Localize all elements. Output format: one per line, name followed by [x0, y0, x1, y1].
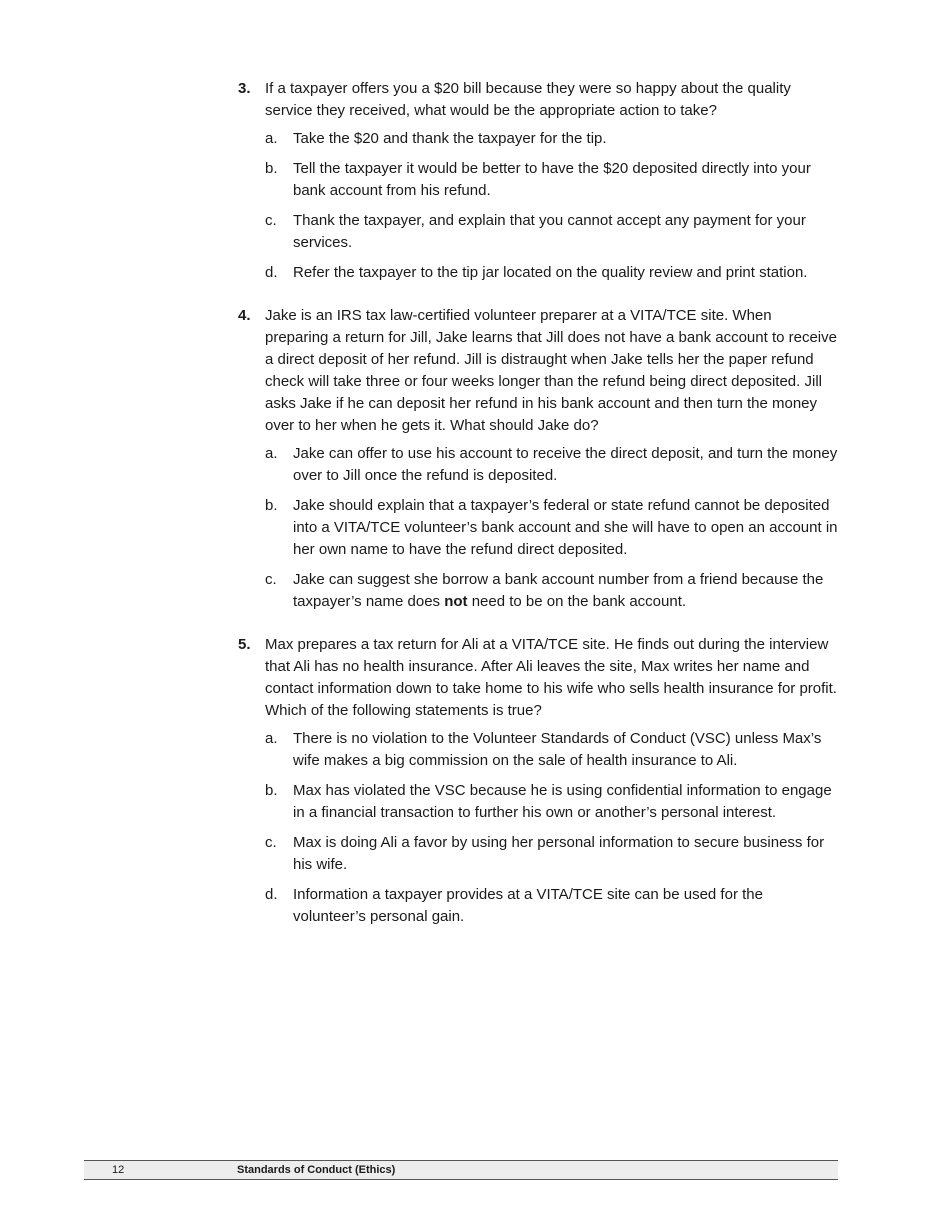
option-text: Jake can offer to use his account to receive the direct deposit, and turn the money over to Jill once the refund is deposited.	[293, 445, 838, 484]
option-text: Max is doing Ali a favor by using her personal information to secure business for his wife.	[293, 834, 825, 873]
option-letter: c.	[265, 834, 277, 851]
answer-option	[265, 780, 838, 824]
question-number: 5.	[238, 636, 251, 653]
option-letter: b.	[265, 497, 278, 514]
footer-section-title: Standards of Conduct (Ethics)	[237, 1164, 396, 1176]
answer-option	[265, 128, 838, 150]
answer-option	[265, 495, 838, 561]
option-text: Refer the taxpayer to the tip jar located on the quality review and print station.	[293, 264, 808, 281]
answer-options	[265, 128, 838, 284]
option-text: There is no violation to the Volunteer Standards of Conduct (VSC) unless Max’s wife makes a big commission on the sale of health insurance to Ali.	[293, 730, 822, 769]
question-list	[238, 78, 838, 949]
question-number: 4.	[238, 307, 251, 324]
option-letter: d.	[265, 264, 278, 281]
option-text: Tell the taxpayer it would be better to have the $20 deposited directly into your bank account from his refund.	[293, 160, 811, 199]
answer-option	[265, 443, 838, 487]
option-letter: d.	[265, 886, 278, 903]
option-letter: b.	[265, 782, 278, 799]
option-letter: a.	[265, 130, 278, 147]
option-text-part: need to be on the bank account.	[467, 593, 687, 610]
question-4	[238, 305, 838, 613]
option-text: Max has violated the VSC because he is using confidential information to engage in a financial transaction to further his own or another’s personal interest.	[293, 782, 832, 821]
option-letter: a.	[265, 730, 278, 747]
question-text: Max prepares a tax return for Ali at a VITA/TCE site. He finds out during the interview that Ali has no health insurance. After Ali leaves the site, Max writes her name and contact information down to take home to his wife who sells health insurance for profit. Which of the following statements is true?	[265, 636, 837, 719]
answer-option	[265, 262, 838, 284]
option-letter: c.	[265, 212, 277, 229]
option-text: Information a taxpayer provides at a VITA/TCE site can be used for the volunteer’s personal gain.	[293, 886, 763, 925]
option-text: Jake should explain that a taxpayer’s federal or state refund cannot be deposited into a VITA/TCE volunteer’s bank account and she will have to open an account in her own name to have the refund direct deposited.	[293, 497, 838, 558]
answer-options	[265, 728, 838, 928]
emphasis-text: not	[444, 593, 468, 610]
answer-option	[265, 884, 838, 928]
answer-option	[265, 728, 838, 772]
page-footer	[84, 1160, 838, 1180]
question-text: Jake is an IRS tax law-certified volunteer preparer at a VITA/TCE site. When preparing a return for Jill, Jake learns that Jill does not have a bank account to receive a direct deposit of her refund. Jill is distraught when Jake tells her the paper refund check will take three or four weeks longer than the refund being direct deposited. Jill asks Jake if he can deposit her refund in his bank account and then turn the money over to her when he gets it. What should Jake do?	[265, 307, 837, 434]
option-text-part: Jake can suggest she borrow a bank account number from a friend because the taxpayer’s name does	[293, 571, 824, 610]
option-letter: a.	[265, 445, 278, 462]
answer-option	[265, 832, 838, 876]
question-text: If a taxpayer offers you a $20 bill because they were so happy about the quality service they received, what would be the appropriate action to take?	[265, 80, 791, 119]
question-number: 3.	[238, 80, 251, 97]
question-5	[238, 634, 838, 928]
option-text: Take the $20 and thank the taxpayer for the tip.	[293, 130, 607, 147]
answer-options	[265, 443, 838, 613]
option-text: Thank the taxpayer, and explain that you cannot accept any payment for your services.	[293, 212, 806, 251]
page-number: 12	[112, 1164, 125, 1176]
option-letter: b.	[265, 160, 278, 177]
question-3	[238, 78, 838, 284]
option-letter: c.	[265, 571, 277, 588]
answer-option	[265, 158, 838, 202]
answer-option	[265, 210, 838, 254]
answer-option	[265, 569, 838, 613]
option-text	[293, 569, 838, 613]
